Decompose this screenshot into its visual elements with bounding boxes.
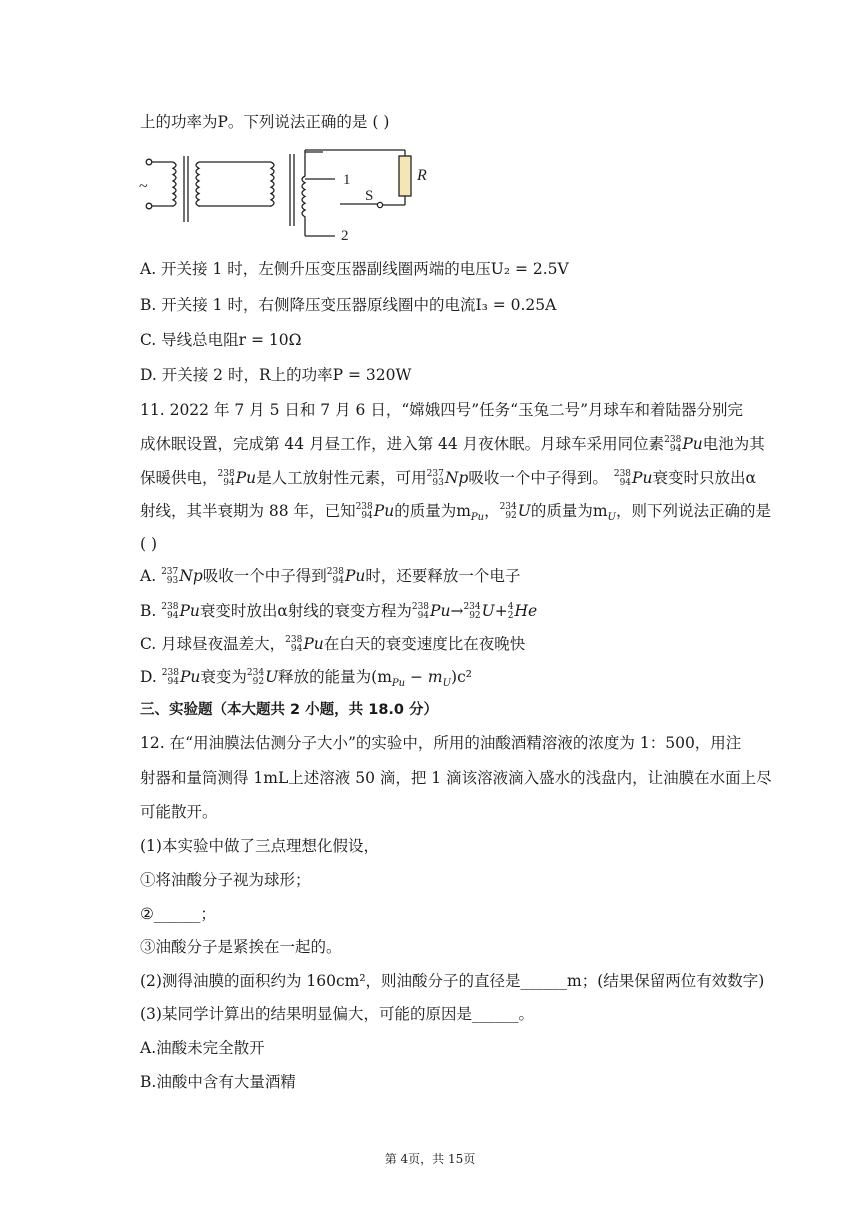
- q11-line-1: 11. 2022 年 7 月 5 日和 7 月 6 日，“嫦娥四号”任务“玉兔二号”月球车和着陆器分别完: [140, 401, 744, 419]
- q10-option-b: B. 开关接 1 时，右侧降压变压器原线圈中的电流I₃ = 0.25A: [140, 296, 557, 314]
- q12-option-a: A.油酸未完全散开: [140, 1039, 265, 1057]
- q10-option-a: A. 开关接 1 时，左侧升压变压器副线圈两端的电压U₂ = 2.5V: [140, 260, 569, 278]
- q12-line-2: 射器和量筒测得 1mL上述溶液 50 滴，把 1 滴该溶液滴入盛水的浅盘内，让油膜在水面上尽: [140, 769, 772, 787]
- q11-line-3: 保暖供电， 238 94 Pu是人工放射性元素，可用 237 93 Np吸收一个中子得到。 238 94 Pu衰变时只放出α: [140, 469, 756, 488]
- q11-line-4: 射线，其半衰期为 88 年，已知 238 94 Pu的质量为$m_{Pu}$， 234 92 U的质量为$m_U$，则下列说法正确的是: [140, 502, 771, 524]
- page-footer: 第 4页，共 15页: [384, 1152, 476, 1166]
- transformer-circuit-diagram: [140, 146, 430, 246]
- q10-option-c: C. 导线总电阻r = 10Ω: [140, 331, 302, 349]
- q11-answer-bracket: ( ): [140, 535, 158, 553]
- q12-part-1: (1)本实验中做了三点理想化假设，: [140, 837, 379, 855]
- q11-line-2: 成休眠设置，完成第 44 月昼工作，进入第 44 月夜休眠。月球车采用同位素 238 94 Pu电池为其: [140, 435, 765, 454]
- q11-option-a: A. 237 93 Np吸收一个中子得到 238 94 Pu时，还要释放一个电子: [140, 567, 521, 586]
- q10-stem-tail: 上的功率为P。下列说法正确的是 ( ): [140, 113, 390, 131]
- q11-option-d: D. 238 94 Pu衰变为 234 92 U释放的能量为$(m_{Pu} - m_U)c^2$: [140, 668, 472, 690]
- q12-part-3: (3)某同学计算出的结果明显偏大，可能的原因是______。: [140, 1005, 534, 1023]
- q12-assumption-3: ③油酸分子是紧挨在一起的。: [140, 938, 342, 956]
- tap-label-2: 2: [341, 228, 349, 244]
- q11-option-c: C. 月球昼夜温差大， 238 94 Pu在白天的衰变速度比在夜晚快: [140, 635, 526, 654]
- ac-source-symbol: ~: [139, 178, 148, 195]
- resistor-label-r: R: [417, 167, 427, 184]
- q11-option-b: B. 238 94 Pu衰变时放出α射线的衰变方程为 238 94 Pu→ 234 92 U+ 4 2 He: [140, 602, 538, 621]
- q12-line-3: 可能散开。: [140, 803, 218, 821]
- q10-option-d: D. 开关接 2 时，R上的功率P = 320W: [140, 366, 412, 384]
- switch-label-s: S: [365, 188, 374, 204]
- tap-label-1: 1: [343, 172, 351, 188]
- q12-option-b: B.油酸中含有大量酒精: [140, 1073, 296, 1091]
- section-3-heading: 三、实验题（本大题共 2 小题，共 18.0 分）: [140, 702, 439, 718]
- q12-assumption-1: ①将油酸分子视为球形；: [140, 871, 311, 889]
- q12-line-1: 12. 在“用油膜法估测分子大小”的实验中，所用的油酸酒精溶液的浓度为 1：500，用注: [140, 734, 742, 752]
- q12-assumption-2-blank: ②______；: [140, 905, 216, 923]
- q12-part-2: (2)测得油膜的面积约为 160cm²，则油酸分子的直径是______m；(结果保留两位有效数字): [140, 972, 765, 990]
